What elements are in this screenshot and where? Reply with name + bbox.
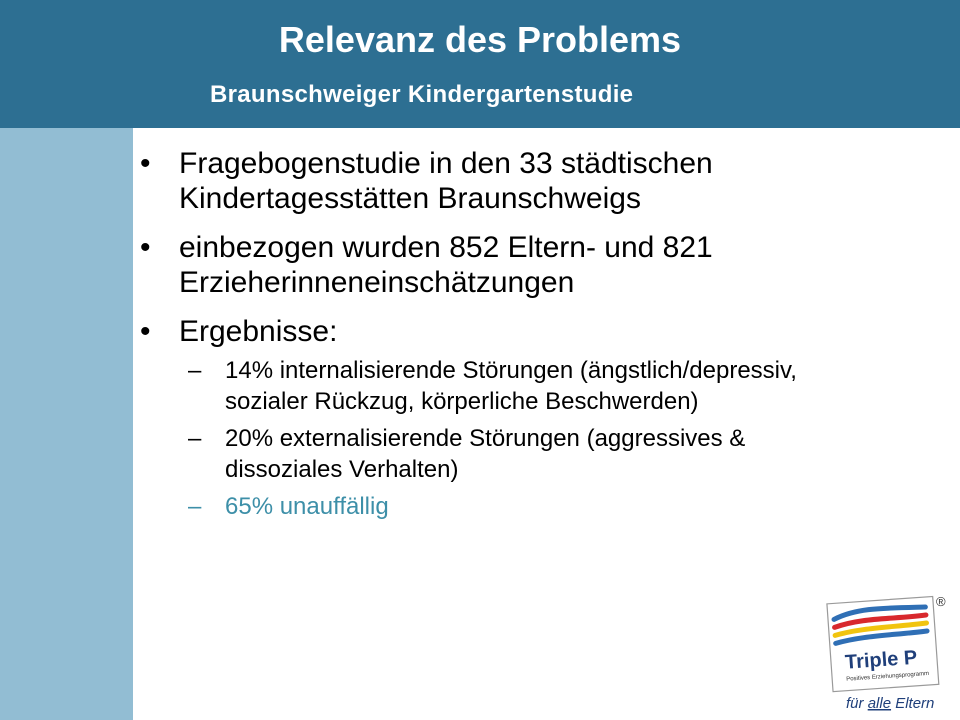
- sub-item-marker: –: [188, 357, 202, 384]
- bullet-text: einbezogen wurden 852 Eltern- und 821 Erzieherinneneinschätzungen: [179, 231, 713, 299]
- bullet-marker: •: [140, 315, 151, 348]
- logo-tagline: Positives Erziehungsprogramm: [846, 670, 930, 683]
- bullet-item: [140, 314, 940, 349]
- bullet-marker: •: [140, 147, 151, 180]
- sub-item: [188, 355, 835, 417]
- left-sidebar-band: [0, 128, 133, 720]
- sub-item-text: 14% internalisierende Störungen (ängstlich/depressiv, sozialer Rückzug, körperliche Beschwerden): [225, 357, 797, 415]
- logo-slogan: für alle Eltern: [846, 695, 935, 712]
- sub-item-text: 20% externalisierende Störungen (aggressives & dissoziales Verhalten): [225, 425, 746, 483]
- slide-body: [140, 146, 940, 528]
- bullet-marker: •: [140, 231, 151, 264]
- registered-mark: ®: [936, 594, 946, 609]
- slide-title: Relevanz des Problems: [278, 19, 682, 60]
- sub-item-marker: –: [188, 425, 202, 452]
- bullet-text: Fragebogenstudie in den 33 städtischen Kindertagesstätten Braunschweigs: [179, 147, 713, 215]
- title-bar: [0, 0, 960, 128]
- triple-p-logo: [824, 586, 952, 714]
- sub-item-marker: –: [188, 493, 202, 520]
- slide-subtitle: Braunschweiger Kindergartenstudie: [210, 81, 634, 108]
- bullet-text: Ergebnisse:: [179, 315, 338, 348]
- sub-item-text: 65% unauffällig: [225, 493, 389, 520]
- logo-wordmark: Triple P: [844, 646, 918, 674]
- bullet-item: [140, 146, 940, 216]
- sub-item-highlighted: [188, 491, 835, 522]
- bullet-item: [140, 230, 940, 300]
- sub-item: [188, 423, 835, 485]
